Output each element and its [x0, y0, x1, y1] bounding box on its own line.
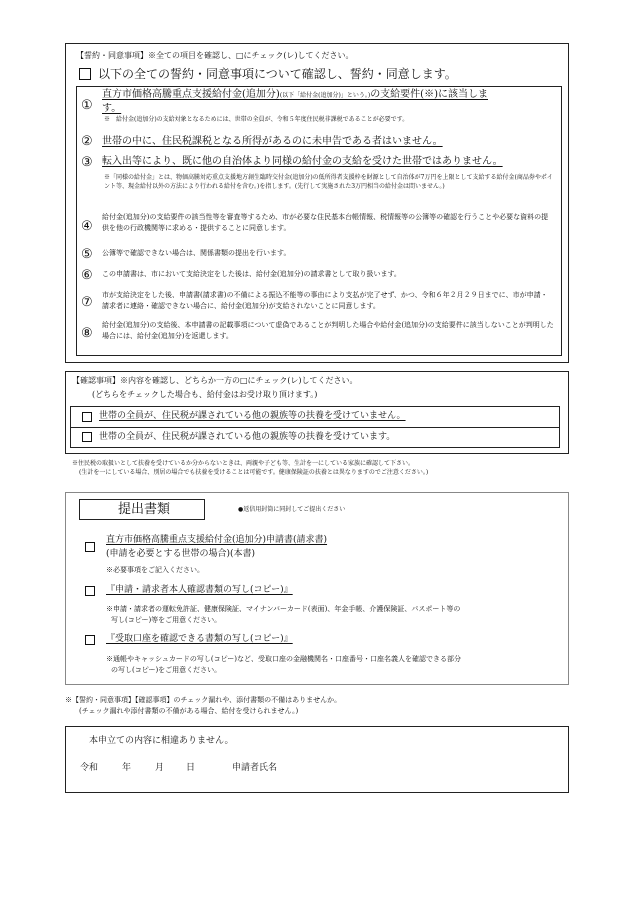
item-number-5: ⑤ — [81, 247, 93, 262]
document-2-checkbox[interactable] — [85, 586, 95, 596]
applicant-name-label: 申請者氏名 — [232, 763, 278, 773]
document-2-note: ※申請・請求者の運転免許証、健康保険証、マイナンバーカード(表面)、年金手帳、介護保険証、パスポート等の — [106, 605, 461, 613]
oath-main-check-label: 以下の全ての誓約・同意事項について確認し、誓約・同意します。 — [98, 67, 457, 81]
item-6-text: この申請書は、市において支給決定をした後は、給付金(追加分)の請求書として取り扱います。 — [102, 270, 401, 278]
document-1-note: ※必要事項をご記入ください。 — [106, 566, 204, 574]
item-4-text: 給付金(追加分)の支給要件の該当性等を審査等するため、市が必要な住民基本台帳情報、税情報等の公簿等の確認を行うことや必要な資料の提供を他の行政機関等に求める・提供することに同意します。 — [102, 213, 549, 233]
item-number-2: ② — [81, 134, 93, 149]
document-2-note-2: 写し(コピー)等をご用意ください。 — [111, 616, 222, 624]
date-era-label: 令和 — [80, 763, 99, 773]
item-number-7: ⑦ — [81, 295, 93, 310]
item-3-text: 転入出等により、既に他の自治体より同様の給付金の支給を受けた世帯ではありません。 — [102, 156, 503, 167]
document-1-checkbox[interactable] — [85, 542, 95, 552]
item-number-4: ④ — [81, 219, 93, 234]
declaration-text: 本申立ての内容に相違ありません。 — [89, 736, 234, 746]
footer-note-1: ※【誓約・同意事項】【確認事項】のチェック漏れや、添付書類の不備はありませんか。 — [65, 696, 342, 704]
confirm-note-1: ※住民税の取扱いとして扶養を受けているか分からないときは、両親や子ども等、生計を一にしている家族に確認して下さい。 — [72, 460, 415, 467]
confirm-option-1-label: 世帯の全員が、住民税が課されている他の親族等の扶養を受けていません。 — [99, 411, 406, 421]
confirm-header: 【確認事項】※内容を確認し、どちらか一方の□にチェック(レ)してください。 — [72, 376, 358, 385]
item-1-text-main: 直方市価格高騰重点支援給付金(追加分) — [102, 89, 280, 100]
footer-note-2: (チェック漏れや添付書類の不備がある場合、給付を受けられません。) — [79, 707, 299, 715]
oath-header: 【誓約・同意事項】※全ての項目を確認し、□にチェック(レ)してください。 — [76, 51, 354, 60]
item-3-note: ※「同様の給付金」とは、物価高騰対応重点支援地方創生臨時交付金(追加分)の低所得者支援枠を財源として自治体が7万円を上限として支給する給付金(商品券やポイント等、現金給付以外の方法により行われる給付を含む。)を指します。(先行して実施された3万円相当の給付金は問いません。) — [104, 174, 553, 190]
item-8-text: 給付金(追加分)の支給後、本申請書の記載事項について虚偽であることが判明した場合や給付金(追加分)の支給要件に該当しないことが判明した場合には、給付金(追加分)を返還します。 — [102, 321, 554, 341]
document-2-label: 『申請・請求者本人確認書類の写し(コピー)』 — [106, 585, 293, 595]
confirm-option-2-label: 世帯の全員が、住民税が課されている他の親族等の扶養を受けています。 — [99, 432, 396, 442]
item-number-8: ⑧ — [81, 326, 93, 341]
confirm-subheader: (どちらをチェックした場合も、給付金はお受け取り頂けます。) — [92, 390, 318, 399]
item-5-text: 公簿等で確認できない場合は、関係書類の提出を行います。 — [102, 249, 291, 257]
item-1-note: ※ 給付金(追加分)の支給対象となるためには、世帯の全員が、令和５年度住民税非課税であることが必要です。 — [104, 116, 409, 123]
document-3-label: 『受取口座を確認できる書類の写し(コピー)』 — [106, 634, 293, 644]
confirm-option-2-checkbox[interactable] — [82, 432, 92, 442]
confirm-note-2: (生計を一にしている場合、別居の場合でも扶養を受けることは可能です。健康保険証の扶養とは異なりますのでご注意ください。) — [79, 469, 429, 476]
confirm-options-divider — [70, 427, 560, 428]
item-1-text-small: (以下「給付金(追加分)」という。) — [279, 92, 371, 99]
document-1-label-2: (申請を必要とする世帯の場合)(本書) — [106, 549, 256, 559]
item-number-6: ⑥ — [81, 268, 93, 283]
document-3-checkbox[interactable] — [85, 635, 95, 645]
documents-title: 提出書類 — [118, 502, 171, 517]
document-1-label: 直方市価格高騰重点支援給付金(追加分)申請書(請求書) — [106, 535, 328, 545]
confirm-option-1-checkbox[interactable] — [82, 412, 92, 422]
oath-main-checkbox[interactable] — [79, 68, 91, 80]
item-number-3: ③ — [81, 155, 93, 170]
document-3-note-2: の写し(コピー)をご用意ください。 — [111, 666, 222, 674]
date-year-label: 年 — [122, 763, 132, 773]
item-7-text: 市が支給決定をした後、申請書(請求書)の不備による振込不能等の事由により支払が完了せず、かつ、令和６年２月２９日までに、市が申請・請求者に連絡・確認できない場合に、給付金(追加分)が支給されないことに同意します。 — [102, 291, 548, 311]
documents-instruction: ●返信用封筒に同封してご提出ください — [238, 506, 346, 513]
date-month-label: 月 — [155, 763, 165, 773]
item-number-1: ① — [81, 98, 93, 113]
item-1-text — [102, 90, 488, 100]
document-3-note: ※通帳やキャッシュカードの写し(コピー)など、受取口座の金融機関名・口座番号・口座名義人を確認できる部分 — [106, 655, 462, 663]
item-1-text-end: の支給要件(※)に該当しま — [370, 89, 488, 100]
item-2-text: 世帯の中に、住民税課税となる所得があるのに未申告である者はいません。 — [102, 136, 443, 147]
date-day-label: 日 — [186, 763, 196, 773]
item-1-text-2: す。 — [102, 103, 122, 114]
